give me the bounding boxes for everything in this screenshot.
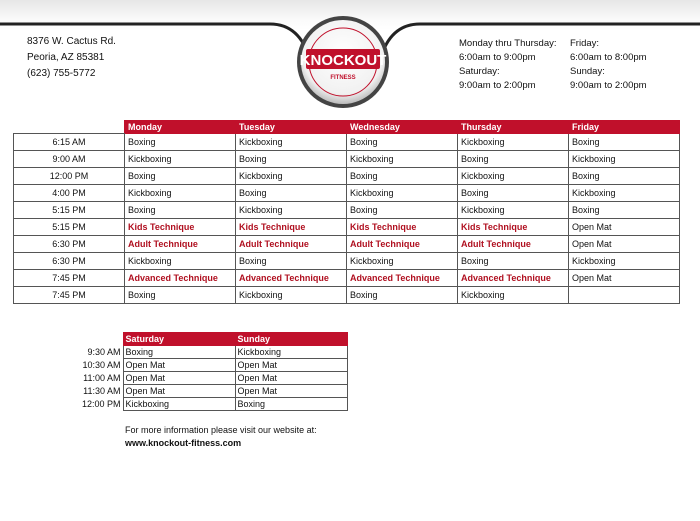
class-cell: Kickboxing: [236, 202, 347, 219]
weekend-schedule-table: [69, 332, 348, 411]
day-header: Thursday: [458, 121, 569, 134]
schedule-row: [14, 236, 680, 253]
time-cell: 10:30 AM: [82, 360, 121, 370]
logo-text: KNOCKOUT: [299, 52, 387, 69]
hours-weekday-time: 6:00am to 9:00pm: [459, 52, 536, 63]
header-blank: [14, 121, 125, 134]
time-cell: 4:00 PM: [14, 185, 125, 202]
class-cell: Kickboxing: [236, 168, 347, 185]
class-cell: Open Mat: [569, 236, 680, 253]
class-cell: Adult Technique: [458, 236, 569, 253]
weekday-hours: [459, 37, 557, 93]
weekend-header-row: [69, 333, 347, 346]
schedule-row: [69, 346, 347, 359]
class-cell: Open Mat: [123, 359, 235, 372]
class-cell: [569, 287, 680, 304]
hours-friday-time: 6:00am to 8:00pm: [570, 52, 647, 63]
schedule-row: [14, 219, 680, 236]
day-header: Friday: [569, 121, 680, 134]
schedule-row: [69, 398, 347, 411]
time-cell: 12:00 PM: [81, 399, 121, 409]
header-blank: [69, 333, 123, 346]
class-cell: Adult Technique: [125, 236, 236, 253]
street-address: 8376 W. Cactus Rd.: [27, 36, 116, 47]
schedule-row: [69, 359, 347, 372]
class-cell: Kickboxing: [458, 287, 569, 304]
schedule-row: [69, 372, 347, 385]
class-cell: Boxing: [125, 202, 236, 219]
class-cell: Boxing: [458, 185, 569, 202]
time-cell: 6:15 AM: [14, 134, 125, 151]
city-state-zip: Peoria, AZ 85381: [27, 52, 105, 63]
class-cell: Open Mat: [569, 219, 680, 236]
time-cell: 5:15 PM: [14, 202, 125, 219]
class-cell: Boxing: [125, 287, 236, 304]
day-header: Saturday: [123, 333, 235, 346]
class-cell: Boxing: [235, 398, 347, 411]
class-cell: Boxing: [125, 134, 236, 151]
time-cell: 9:00 AM: [14, 151, 125, 168]
contact-block: [27, 34, 116, 82]
class-cell: Kickboxing: [569, 185, 680, 202]
class-cell: Kickboxing: [458, 202, 569, 219]
class-cell: Boxing: [123, 346, 235, 359]
hours-sunday-time: 9:00am to 2:00pm: [570, 80, 647, 91]
schedule-row: [69, 385, 347, 398]
time-cell: 11:00 AM: [83, 373, 121, 383]
class-cell: Open Mat: [569, 270, 680, 287]
time-cell: 7:45 PM: [14, 270, 125, 287]
day-header: Tuesday: [236, 121, 347, 134]
class-cell: Boxing: [125, 168, 236, 185]
class-cell: Open Mat: [235, 385, 347, 398]
time-cell: 11:30 AM: [83, 386, 121, 396]
logo: [296, 15, 390, 109]
class-cell: Kickboxing: [123, 398, 235, 411]
class-cell: Kids Technique: [347, 219, 458, 236]
class-cell: Boxing: [458, 151, 569, 168]
class-cell: Kids Technique: [458, 219, 569, 236]
class-cell: Boxing: [236, 253, 347, 270]
schedule-row: [14, 253, 680, 270]
schedule-row: [14, 185, 680, 202]
class-cell: Advanced Technique: [347, 270, 458, 287]
day-header: Wednesday: [347, 121, 458, 134]
class-cell: Open Mat: [235, 359, 347, 372]
class-cell: Kickboxing: [569, 253, 680, 270]
class-cell: Open Mat: [235, 372, 347, 385]
weekday-schedule-table: [13, 120, 680, 304]
weekend-hours: [570, 37, 647, 93]
class-cell: Boxing: [347, 168, 458, 185]
class-cell: Kickboxing: [125, 185, 236, 202]
class-cell: Kickboxing: [458, 134, 569, 151]
class-cell: Kickboxing: [569, 151, 680, 168]
footer: [125, 424, 317, 450]
hours-weekday-label: Monday thru Thursday:: [459, 38, 557, 49]
hours-saturday-label: Saturday:: [459, 66, 500, 77]
schedule-row: [14, 287, 680, 304]
time-cell: 12:00 PM: [14, 168, 125, 185]
hours-sunday-label: Sunday:: [570, 66, 605, 77]
time-cell: 6:30 PM: [14, 253, 125, 270]
class-cell: Boxing: [347, 134, 458, 151]
class-cell: Adult Technique: [347, 236, 458, 253]
class-cell: Kickboxing: [235, 346, 347, 359]
class-cell: Advanced Technique: [125, 270, 236, 287]
class-cell: Open Mat: [123, 372, 235, 385]
class-cell: Boxing: [347, 202, 458, 219]
class-cell: Boxing: [569, 168, 680, 185]
class-cell: Kickboxing: [347, 253, 458, 270]
schedule-row: [14, 202, 680, 219]
schedule-row: [14, 151, 680, 168]
class-cell: Boxing: [236, 151, 347, 168]
class-cell: Adult Technique: [236, 236, 347, 253]
class-cell: Open Mat: [123, 385, 235, 398]
website-link[interactable]: www.knockout-fitness.com: [125, 438, 242, 448]
class-cell: Kickboxing: [458, 168, 569, 185]
class-cell: Kickboxing: [347, 185, 458, 202]
class-cell: Kickboxing: [125, 151, 236, 168]
class-cell: Boxing: [569, 202, 680, 219]
time-cell: 9:30 AM: [87, 347, 121, 357]
weekday-header-row: [14, 121, 680, 134]
class-cell: Boxing: [458, 253, 569, 270]
class-cell: Boxing: [347, 287, 458, 304]
class-cell: Advanced Technique: [458, 270, 569, 287]
class-cell: Kickboxing: [347, 151, 458, 168]
class-cell: Boxing: [236, 185, 347, 202]
day-header: Monday: [125, 121, 236, 134]
time-cell: 7:45 PM: [14, 287, 125, 304]
schedule-row: [14, 168, 680, 185]
hours-friday-label: Friday:: [570, 38, 600, 49]
logo-subtext: FITNESS: [330, 75, 356, 81]
class-cell: Kids Technique: [125, 219, 236, 236]
class-cell: Kickboxing: [125, 253, 236, 270]
phone-number: (623) 755-5772: [27, 68, 96, 79]
time-cell: 6:30 PM: [14, 236, 125, 253]
class-cell: Kickboxing: [236, 134, 347, 151]
day-header: Sunday: [235, 333, 347, 346]
class-cell: Kickboxing: [236, 287, 347, 304]
hours-saturday-time: 9:00am to 2:00pm: [459, 80, 536, 91]
class-cell: Boxing: [569, 134, 680, 151]
schedule-row: [14, 134, 680, 151]
time-cell: 5:15 PM: [14, 219, 125, 236]
footer-text: For more information please visit our website at:: [125, 425, 317, 435]
class-cell: Kids Technique: [236, 219, 347, 236]
schedule-row: [14, 270, 680, 287]
class-cell: Advanced Technique: [236, 270, 347, 287]
